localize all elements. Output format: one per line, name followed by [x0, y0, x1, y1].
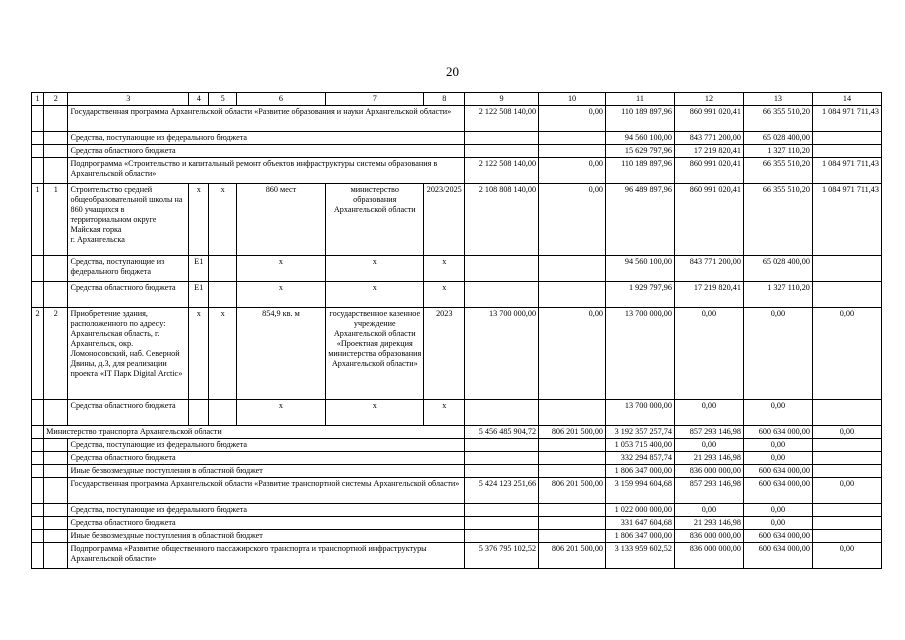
table-row [32, 308, 882, 400]
cell-col13: 65 028 400,00 [743, 132, 812, 145]
row-number: 1 [32, 184, 44, 256]
cell-col11: 3 133 959 602,52 [606, 543, 675, 569]
table-row [32, 543, 882, 569]
cell-col11: 1 022 000 000,00 [606, 504, 675, 517]
cell-col8: х [424, 256, 465, 282]
cell-col4: х [189, 184, 209, 256]
cell-col13: 600 634 000,00 [743, 530, 812, 543]
cell-col13: 600 634 000,00 [743, 543, 812, 569]
row-label: Средства, поступающие из федерального бюджета [68, 504, 465, 517]
cell-col11: 1 053 715 400,00 [606, 439, 675, 452]
cell-col4: Е1 [189, 282, 209, 308]
row-label: Строительство средней общеобразовательной школы на 860 учащихся в территориальном округе Майская горка г. Архангельска [68, 184, 189, 256]
cell-col10: 0,00 [539, 158, 606, 184]
cell-col14: 0,00 [812, 308, 881, 400]
cell-col13: 0,00 [743, 517, 812, 530]
cell-col14: 0,00 [812, 426, 881, 439]
cell-col12: 0,00 [674, 439, 743, 452]
cell-col11: 13 700 000,00 [606, 400, 675, 426]
cell-col11: 96 489 897,96 [606, 184, 675, 256]
row-label: Министерство транспорта Архангельской области [44, 426, 465, 439]
table-row [32, 132, 882, 145]
cell-col9: 2 108 808 140,00 [465, 184, 539, 256]
column-header: 5 [209, 93, 236, 106]
cell-col14: 1 084 971 711,43 [812, 184, 881, 256]
cell-col13: 0,00 [743, 504, 812, 517]
table-row [32, 530, 882, 543]
column-header: 9 [465, 93, 539, 106]
table-row [32, 158, 882, 184]
row-label: Средства областного бюджета [68, 400, 189, 426]
table-row [32, 452, 882, 465]
cell-col12: 836 000 000,00 [674, 530, 743, 543]
cell-col11: 15 629 797,96 [606, 145, 675, 158]
budget-table [31, 92, 882, 569]
table-row [32, 478, 882, 504]
cell-col13: 1 327 110,20 [743, 145, 812, 158]
cell-col12: 857 293 146,98 [674, 478, 743, 504]
cell-col10: 806 201 500,00 [539, 426, 606, 439]
row-label: Подпрограмма «Строительство и капитальный ремонт объектов инфраструктуры системы образования в Архангельской области» [68, 158, 465, 184]
row-label: Средства, поступающие из федерального бюджета [68, 132, 465, 145]
row-label: Государственная программа Архангельской области «Развитие образования и науки Архангельской области» [68, 106, 465, 132]
cell-col14: 1 084 971 711,43 [812, 106, 881, 132]
row-label: Средства, поступающие из федерального бюджета [68, 439, 465, 452]
cell-col12: 860 991 020,41 [674, 158, 743, 184]
cell-col10: 0,00 [539, 308, 606, 400]
cell-col11: 3 192 357 257,74 [606, 426, 675, 439]
cell-col13: 65 028 400,00 [743, 256, 812, 282]
cell-col12: 860 991 020,41 [674, 184, 743, 256]
cell-col13: 0,00 [743, 452, 812, 465]
cell-col8: 2023 [424, 308, 465, 400]
row-label: Средства областного бюджета [68, 145, 465, 158]
cell-col11: 94 560 100,00 [606, 256, 675, 282]
column-header: 3 [68, 93, 189, 106]
cell-col12: 857 293 146,98 [674, 426, 743, 439]
cell-col14: 0,00 [812, 478, 881, 504]
column-header: 7 [326, 93, 424, 106]
cell-col8: 2023/2025 [424, 184, 465, 256]
column-header: 8 [424, 93, 465, 106]
column-header: 12 [674, 93, 743, 106]
cell-col14: 1 084 971 711,43 [812, 158, 881, 184]
table-row [32, 256, 882, 282]
row-label: Приобретение здания, расположенного по адресу: Архангельская область, г. Архангельск, окр. Ломоносовский, наб. Северной Двины, д.3, для реализации проекта «IT Парк Digital Arctic» [68, 308, 189, 400]
cell-col11: 331 647 604,68 [606, 517, 675, 530]
row-label: Средства областного бюджета [68, 282, 189, 308]
cell-col11: 110 189 897,96 [606, 158, 675, 184]
row-label: Средства областного бюджета [68, 517, 465, 530]
cell-col12: 843 771 200,00 [674, 132, 743, 145]
row-number: 2 [32, 308, 44, 400]
cell-col12: 17 219 820,41 [674, 145, 743, 158]
cell-col11: 1 929 797,96 [606, 282, 675, 308]
cell-col5: х [209, 184, 236, 256]
column-header: 14 [812, 93, 881, 106]
cell-col9: 5 376 795 102,52 [465, 543, 539, 569]
row-label: Государственная программа Архангельской области «Развитие транспортной системы Архангельской области» [68, 478, 465, 504]
table-row [32, 426, 882, 439]
cell-col6: х [236, 282, 325, 308]
cell-col13: 1 327 110,20 [743, 282, 812, 308]
cell-col13: 0,00 [743, 439, 812, 452]
table-row [32, 145, 882, 158]
row-label: Иные безвозмездные поступления в областной бюджет [68, 530, 465, 543]
column-header: 1 [32, 93, 44, 106]
cell-col12: 21 293 146,98 [674, 517, 743, 530]
cell-col10: 0,00 [539, 106, 606, 132]
cell-col11: 1 806 347 000,00 [606, 530, 675, 543]
cell-col13: 0,00 [743, 308, 812, 400]
cell-col9: 2 122 508 140,00 [465, 106, 539, 132]
cell-col13: 0,00 [743, 400, 812, 426]
cell-col12: 843 771 200,00 [674, 256, 743, 282]
cell-col7: министерство образования Архангельской области [326, 184, 424, 256]
column-header: 6 [236, 93, 325, 106]
page-number: 20 [446, 64, 459, 79]
row-label: Иные безвозмездные поступления в областной бюджет [68, 465, 465, 478]
table-row [32, 504, 882, 517]
cell-col4: х [189, 308, 209, 400]
cell-col9: 13 700 000,00 [465, 308, 539, 400]
item-number: 2 [44, 308, 68, 400]
cell-col12: 860 991 020,41 [674, 106, 743, 132]
cell-col6: 854,9 кв. м [236, 308, 325, 400]
item-number: 1 [44, 184, 68, 256]
cell-col13: 66 355 510,20 [743, 158, 812, 184]
cell-col5: х [209, 308, 236, 400]
cell-col11: 332 294 857,74 [606, 452, 675, 465]
cell-col4: Е1 [189, 256, 209, 282]
cell-col13: 600 634 000,00 [743, 478, 812, 504]
table-row [32, 282, 882, 308]
cell-col13: 66 355 510,20 [743, 106, 812, 132]
table-row [32, 106, 882, 132]
column-header: 13 [743, 93, 812, 106]
row-label: Средства областного бюджета [68, 452, 465, 465]
cell-col10: 806 201 500,00 [539, 478, 606, 504]
cell-col12: 17 219 820,41 [674, 282, 743, 308]
cell-col13: 66 355 510,20 [743, 184, 812, 256]
row-label: Средства, поступающие из федерального бюджета [68, 256, 189, 282]
cell-col12: 0,00 [674, 504, 743, 517]
cell-col11: 94 560 100,00 [606, 132, 675, 145]
cell-col9: 5 456 485 904,72 [465, 426, 539, 439]
cell-col11: 13 700 000,00 [606, 308, 675, 400]
column-header: 2 [44, 93, 68, 106]
table-row [32, 400, 882, 426]
cell-col11: 3 159 994 604,68 [606, 478, 675, 504]
column-header: 11 [606, 93, 675, 106]
cell-col7: государственное казенное учреждение Архангельской области «Проектная дирекция министерства образования Архангельской области» [326, 308, 424, 400]
cell-col10: 806 201 500,00 [539, 543, 606, 569]
cell-col9: 2 122 508 140,00 [465, 158, 539, 184]
cell-col7: х [326, 282, 424, 308]
table-row [32, 439, 882, 452]
cell-col12: 0,00 [674, 308, 743, 400]
cell-col13: 600 634 000,00 [743, 426, 812, 439]
cell-col7: х [326, 256, 424, 282]
cell-col8: х [424, 282, 465, 308]
column-header: 4 [189, 93, 209, 106]
row-label: Подпрограмма «Развитие общественного пассажирского транспорта и транспортной инфраструктуры Архангельской области» [68, 543, 465, 569]
cell-col7: х [326, 400, 424, 426]
cell-col9: 5 424 123 251,66 [465, 478, 539, 504]
cell-col12: 21 293 146,98 [674, 452, 743, 465]
cell-col14: 0,00 [812, 543, 881, 569]
cell-col6: х [236, 400, 325, 426]
cell-col12: 836 000 000,00 [674, 543, 743, 569]
cell-col11: 1 806 347 000,00 [606, 465, 675, 478]
table-row [32, 517, 882, 530]
cell-col10: 0,00 [539, 184, 606, 256]
column-header: 10 [539, 93, 606, 106]
cell-col6: х [236, 256, 325, 282]
cell-col12: 836 000 000,00 [674, 465, 743, 478]
cell-col11: 110 189 897,96 [606, 106, 675, 132]
cell-col6: 860 мест [236, 184, 325, 256]
cell-col13: 600 634 000,00 [743, 465, 812, 478]
column-header-row [32, 93, 882, 106]
cell-col12: 0,00 [674, 400, 743, 426]
table-row [32, 465, 882, 478]
cell-col8: х [424, 400, 465, 426]
table-row [32, 184, 882, 256]
